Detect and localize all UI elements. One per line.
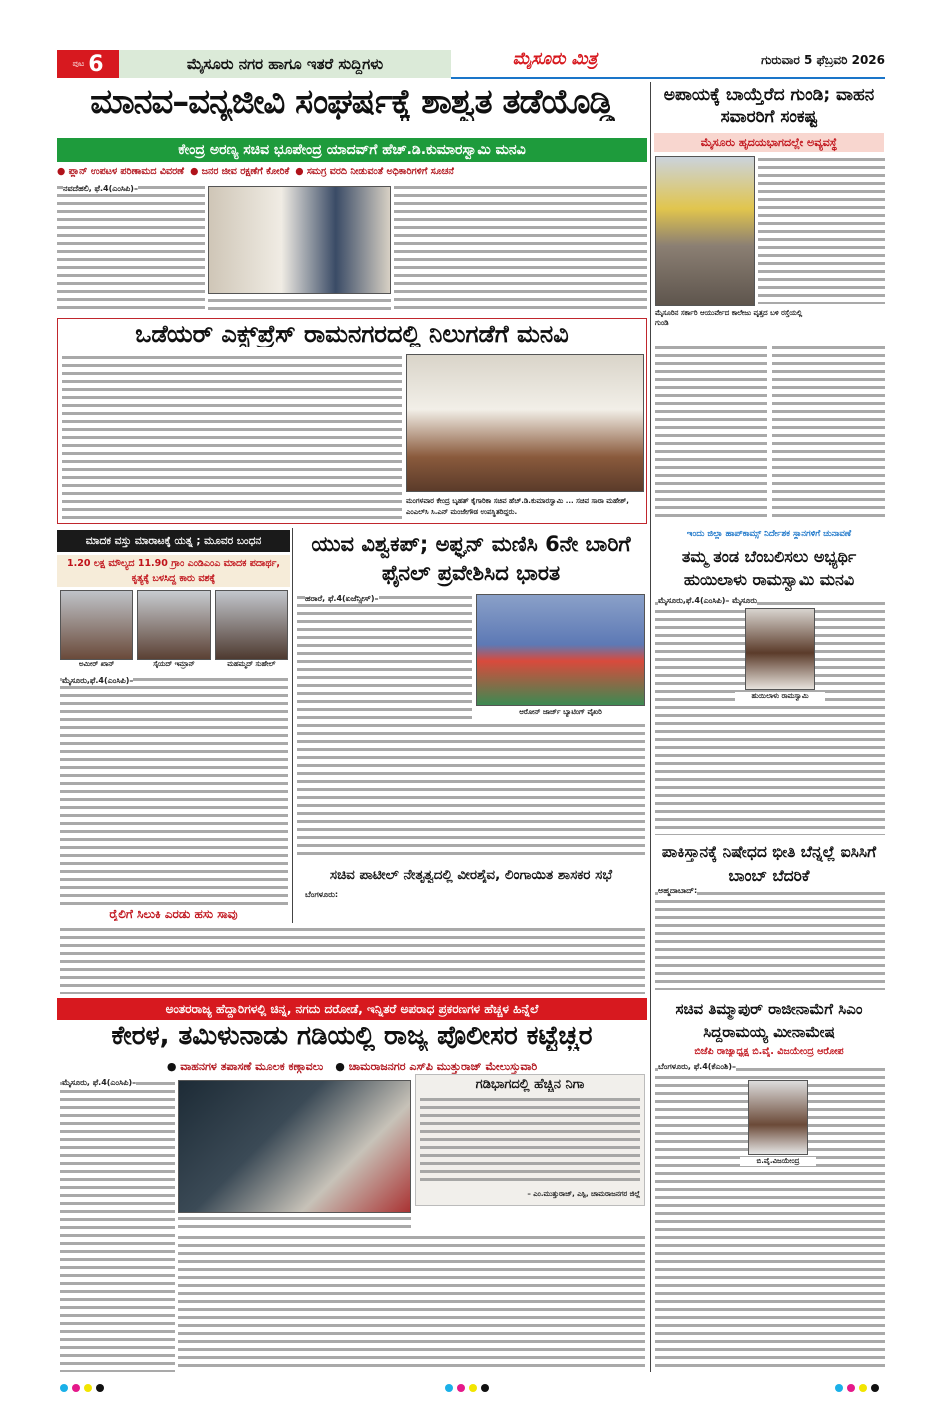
story5-headline: ಯುವ ವಿಶ್ವಕಪ್; ಅಫ್ಘನ್ ಮಣಿಸಿ 6ನೇ ಬಾರಿಗೆ ಫೈನಲ್ ಪ್ರವೇಶಿಸಿದ ಭಾರತ bbox=[311, 532, 631, 585]
story10-headline: ಕೇರಳ, ತಮಿಳುನಾಡು ಗಡಿಯಲ್ಲಿ ರಾಜ್ಯ ಪೊಲೀಸರ ಕಟ್ಟೆಚ್ಚರ bbox=[111, 1022, 593, 1051]
story6-headline: ಸಚಿವ ಪಾಟೀಲ್ ನೇತೃತ್ವದಲ್ಲಿ ವೀರಶೈವ, ಲಿಂಗಾಯಿತ ಶಾಸಕರ ಸಭೆ bbox=[329, 868, 613, 883]
story10-box-body bbox=[420, 1096, 640, 1186]
story8-body bbox=[655, 890, 885, 990]
bullet: ● ಪ್ಲಾನ್ ಉಪಟಳ ಪರಿಣಾಮದ ವಿವರಣೆ bbox=[57, 166, 185, 177]
bullet: ● ಜನರ ಜೀವ ರಕ್ಷಣೆಗೆ ಕೋರಿಕೆ bbox=[190, 166, 290, 177]
story10-box-title: ಗಡಿಭಾಗದಲ್ಲಿ ಹೆಚ್ಚಿನ ನಿಗಾ bbox=[475, 1078, 585, 1092]
section-title: ಮೈಸೂರು ನಗರ ಹಾಗೂ ಇತರೆ ಸುದ್ದಿಗಳು bbox=[119, 50, 451, 78]
story3-caption: ಮೈಸೂರಿನ ಸರ್ಕಾರಿ ಆಯುರ್ವೇದ ಕಾಲೇಜು ವೃತ್ತದ ಬಳಿ ರಸ್ತೆಯಲ್ಲಿ ಗುಂಡಿ bbox=[655, 308, 805, 340]
story2-caption: ಮಂಗಳವಾರ ಕೇಂದ್ರ ಬೃಹತ್ ಕೈಗಾರಿಕಾ ಸಚಿವ ಹೆಚ್.ಡಿ.ಕುಮಾರಸ್ವಾಮಿ ... ಸಚಿವ ಸಾರಾ ಮಹೇಶ್, ಎಂಎಲ್‌ಸಿ ಸಿ.ಎನ್ ಮಂಜೇಗೌಡ ಉಪಸ್ಥಿತರಿದ್ದರು. bbox=[406, 497, 629, 516]
print-registration-dots-right bbox=[835, 1377, 883, 1396]
page-number: 6 bbox=[88, 51, 104, 77]
story1-body bbox=[57, 184, 205, 312]
story2-photo bbox=[406, 354, 644, 492]
story9-photo bbox=[748, 1080, 808, 1155]
story2-headline: ಒಡೆಯರ್ ಎಕ್ಸ್‌ಪ್ರೆಸ್ ರಾಮನಗರದಲ್ಲಿ ನಿಲುಗಡೆಗೆ ಮನವಿ bbox=[135, 321, 569, 348]
story3-body-a bbox=[758, 156, 885, 304]
story8-dateline: ಅಹ್ಮದಾಬಾದ್: bbox=[658, 886, 698, 895]
story7-photo bbox=[745, 608, 815, 690]
story2-body bbox=[62, 354, 402, 520]
story3-body-b bbox=[655, 344, 767, 522]
story3-subhead: ಮೈಸೂರು ಹೃದಯಭಾಗದಲ್ಲೇ ಅವ್ಯವಸ್ಥೆ bbox=[654, 133, 884, 152]
story7-kicker: ಇಂದು ಜಿಲ್ಲಾ ಹಾಪ್‌ಕಾಮ್ಸ್ ನಿರ್ದೇಶಕ ಸ್ಥಾನಗಳಿಗೆ ಚುನಾವಣೆ bbox=[686, 530, 852, 539]
story9-dateline: ಬೆಂಗಳೂರು, ಫೆ.4(ಕೆಎಂಶಿ)– bbox=[658, 1062, 737, 1071]
print-registration-dots-left bbox=[60, 1377, 108, 1396]
story10-caption bbox=[178, 1215, 411, 1231]
story3-photo bbox=[655, 156, 755, 306]
story7-headline: ತಮ್ಮ ತಂಡ ಬೆಂಬಲಿಸಲು ಅಭ್ಯರ್ಥಿ ಹುಯಿಲಾಳು ರಾಮಸ್ವಾಮಿ ಮನವಿ bbox=[681, 547, 857, 589]
story10-box-signoff: – ಎಂ.ಮುತ್ತುರಾಜ್, ಎಸ್ಪಿ, ಚಾಮರಾಜನಗರ ಜಿಲ್ಲೆ bbox=[527, 1190, 640, 1198]
story3-body-c bbox=[772, 344, 885, 522]
story9-subhead: ಬಿಜೆಪಿ ರಾಜ್ಯಾಧ್ಯಕ್ಷ ಬಿ.ವೈ. ವಿಜಯೇಂದ್ರ ಆರೋಪ bbox=[694, 1047, 844, 1057]
story5-dateline: ಹರಾರೆ, ಫೆ.4(ಏಜೆನ್ಸೀಸ್)– bbox=[305, 594, 379, 603]
story1-bullets bbox=[57, 166, 647, 177]
bullet: ● ಚಾಮರಾಜನಗರ ಎಸ್‌ಪಿ ಮುತ್ತುರಾಜ್ ಮೇಲುಸ್ತುವಾರಿ bbox=[335, 1060, 538, 1073]
story10-body-b bbox=[178, 1234, 645, 1372]
story4-sub2-body bbox=[60, 926, 645, 994]
print-registration-dots-center bbox=[445, 1377, 493, 1396]
main-headline: ಮಾನವ–ವನ್ಯಜೀವಿ ಸಂಘರ್ಷಕ್ಕೆ ಶಾಶ್ವತ ತಡೆಯೊಡ್ಡಿ bbox=[90, 84, 614, 122]
story4-subhead: 1.20 ಲಕ್ಷ ಮೌಲ್ಯದ 11.90 ಗ್ರಾಂ ಎಂಡಿಎಂಎ ಮಾದಕ ಪದಾರ್ಥ, ಕೃತ್ಯಕ್ಕೆ ಬಳಸಿದ್ದ ಕಾರು ವಶಕ್ಕೆ bbox=[57, 555, 290, 587]
story4-dateline: ಮೈಸೂರು,ಫೆ.4(ಎಂಸಿಪಿ)– bbox=[62, 676, 134, 685]
issue-date: ಗುರುವಾರ 5 ಫೆಬ್ರವರಿ 2026 bbox=[761, 54, 885, 67]
story7-caption: ಹುಯಿಲಾಳು ರಾಮಸ್ವಾಮಿ bbox=[735, 692, 825, 701]
story10-band: ಅಂತರರಾಜ್ಯ ಹೆದ್ದಾರಿಗಳಲ್ಲಿ ಚಿನ್ನ, ನಗದು ದರೋಡೆ, ಇನ್ನಿತರೆ ಅಪರಾಧ ಪ್ರಕರಣಗಳ ಹೆಚ್ಚಳ ಹಿನ್ನೆಲೆ bbox=[57, 998, 647, 1020]
story5-photo bbox=[476, 594, 645, 706]
page-label: ಪುಟ bbox=[72, 59, 85, 68]
accused-3: ಮಹಮ್ಮದ್ ಸುಹೇಲ್ bbox=[215, 590, 288, 669]
header-rule bbox=[451, 77, 885, 79]
story5-body-lower bbox=[297, 722, 645, 860]
accused-1: ಅಮೀರ್ ಖಾನ್ bbox=[60, 590, 133, 669]
story1-body-col3 bbox=[394, 184, 647, 312]
story5-caption: ಆರೋನ್ ಜಾರ್ಜ್ ಬ್ಯಾಟಿಂಗ್ ವೈಖರಿ bbox=[519, 708, 602, 716]
story7-dateline: ಮೈಸೂರು,ಫೆ.4(ಎಂಸಿಪಿ)– ಮೈಸೂರು bbox=[658, 596, 758, 605]
story10-body-a bbox=[60, 1080, 175, 1372]
story5-body bbox=[297, 594, 472, 724]
story10-bullets bbox=[57, 1060, 647, 1074]
story1-dateline: ನವದೆಹಲಿ, ಫೆ.4(ಎಂಸಿಪಿ)– bbox=[63, 184, 138, 193]
story1-photo bbox=[208, 186, 391, 294]
page-number-box bbox=[57, 50, 119, 78]
story6-dateline: ಬೆಂಗಳೂರು: bbox=[305, 890, 339, 899]
newspaper-logo: ಮೈಸೂರು ಮಿತ್ರ bbox=[512, 50, 598, 69]
story9-caption: ಬಿ.ವೈ.ವಿಜಯೇಂದ್ರ bbox=[740, 1157, 816, 1166]
bullet: ● ಸಮಗ್ರ ವರದಿ ನೀಡುವಂತೆ ಅಧಿಕಾರಿಗಳಿಗೆ ಸೂಚನೆ bbox=[295, 166, 454, 177]
column-rule bbox=[292, 528, 293, 923]
story4-body bbox=[60, 676, 288, 906]
story8-headline: ಪಾಕಿಸ್ತಾನಕ್ಕೆ ನಿಷೇಧದ ಭೀತಿ ಬೆನ್ನಲ್ಲೆ ಐಸಿಸಿಗೆ ಬಾಂಬ್ ಬೆದರಿಕೆ bbox=[661, 843, 877, 885]
story1-subhead: ಕೇಂದ್ರ ಅರಣ್ಯ ಸಚಿವ ಭೂಪೇಂದ್ರ ಯಾದವ್‌ಗೆ ಹೆಚ್.ಡಿ.ಕುಮಾರಸ್ವಾಮಿ ಮನವಿ bbox=[57, 138, 647, 162]
story10-dateline: ಮೈಸೂರು, ಫೆ.4(ಎಂಸಿಪಿ)– bbox=[62, 1078, 137, 1087]
story4-label: ಮಾದಕ ವಸ್ತು ಮಾರಾಟಕ್ಕೆ ಯತ್ನ ; ಮೂವರ ಬಂಧನ bbox=[57, 530, 290, 552]
story4-sub2: ರೈಲಿಗೆ ಸಿಲುಕಿ ಎರಡು ಹಸು ಸಾವು bbox=[109, 908, 238, 921]
story1-body-lower bbox=[208, 297, 391, 312]
right-col-rule bbox=[650, 82, 651, 1372]
story10-photo bbox=[178, 1080, 411, 1213]
story3-headline: ಅಪಾಯಕ್ಕೆ ಬಾಯ್ತೆರೆದ ಗುಂಡಿ; ವಾಹನ ಸವಾರರಿಗೆ ಸಂಕಷ್ಟ bbox=[663, 85, 875, 127]
accused-photos bbox=[60, 590, 288, 669]
bullet: ● ವಾಹನಗಳ ತಪಾಸಣೆ ಮೂಲಕ ಕಣ್ಗಾವಲು bbox=[166, 1060, 324, 1073]
story9-headline: ಸಚಿವ ತಿಮ್ಮಾಪುರ್ ರಾಜೀನಾಮೆಗೆ ಸಿಎಂ ಸಿದ್ದರಾಮಯ್ಯ ಮೀನಾಮೇಷ bbox=[675, 1000, 863, 1041]
accused-2: ಸೈಯದ್ ಇಮ್ರಾನ್ bbox=[137, 590, 210, 669]
